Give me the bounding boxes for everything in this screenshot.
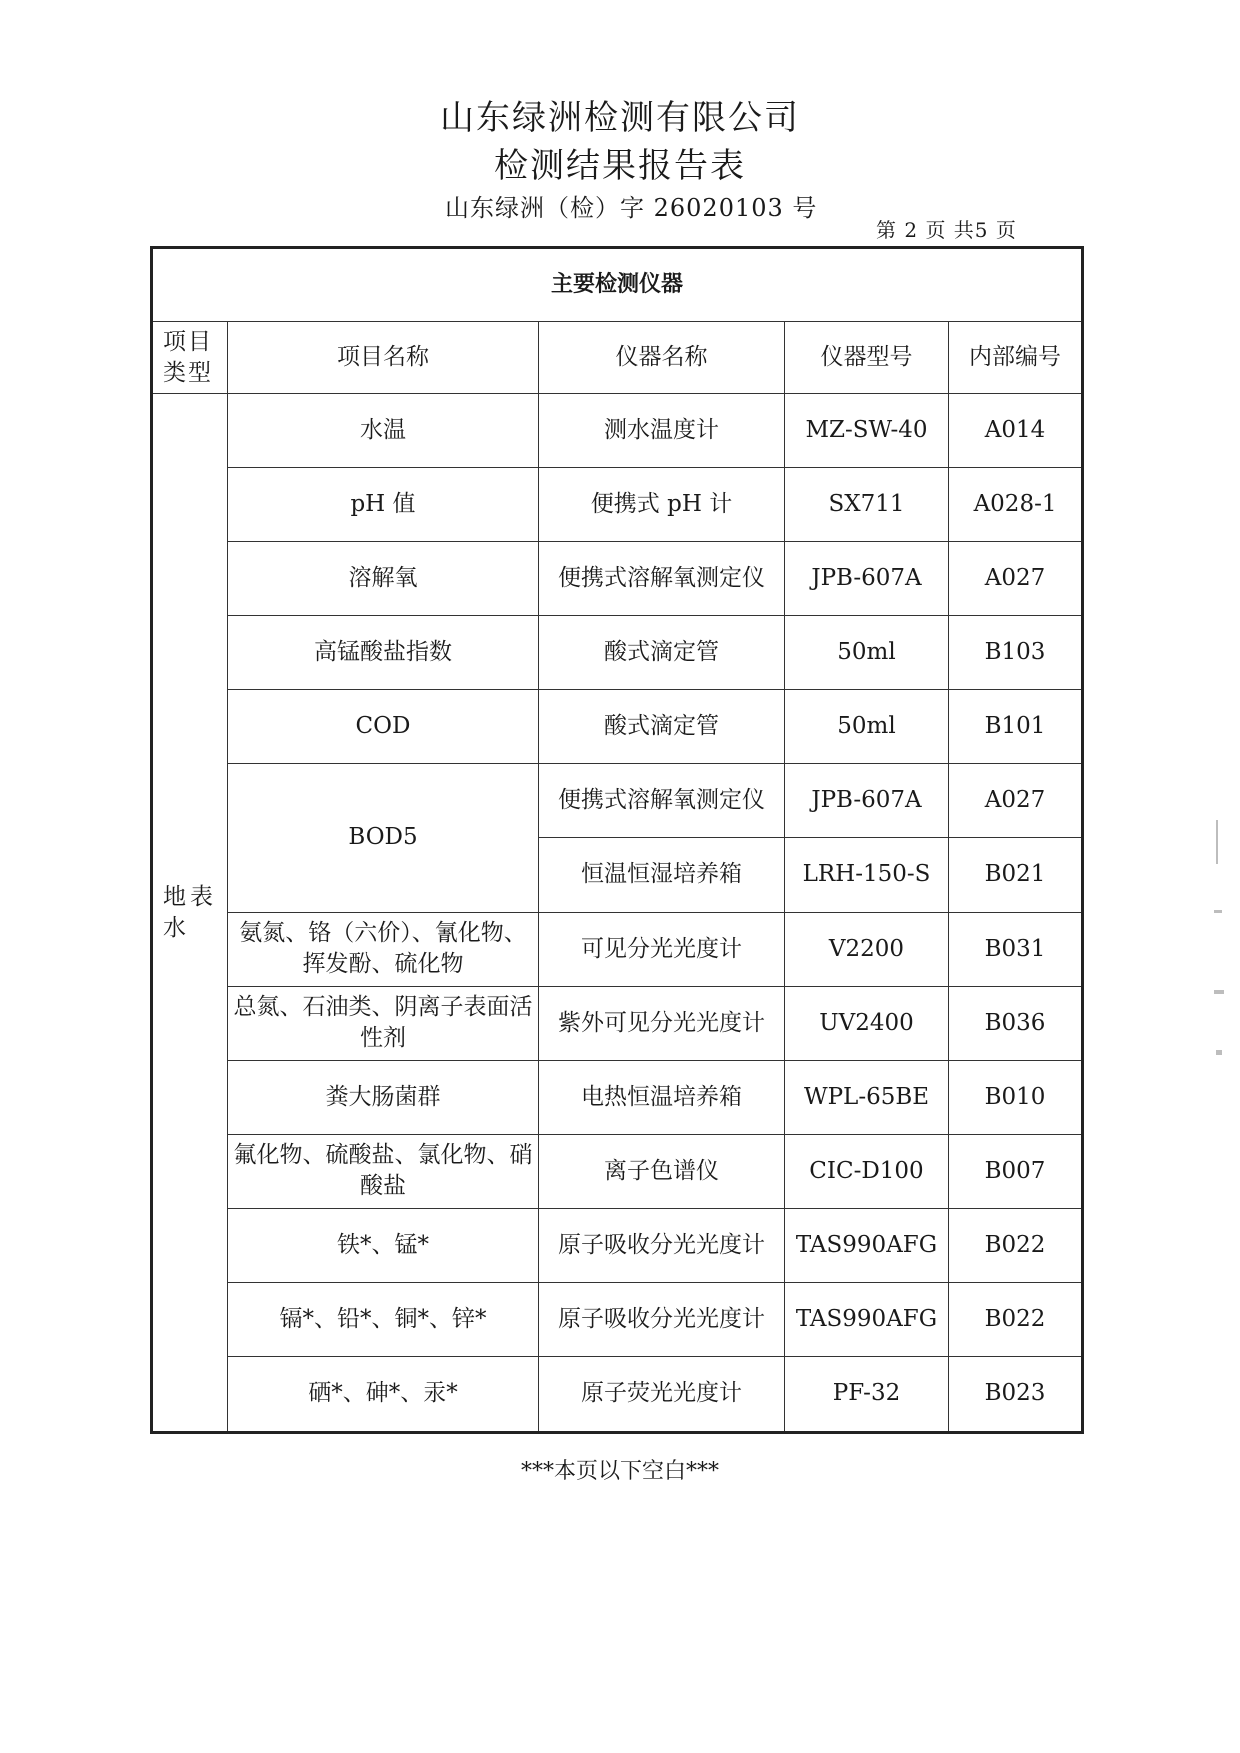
item-name: 镉*、铅*、铜*、锌* [228, 1282, 539, 1356]
internal-code: B010 [949, 1060, 1083, 1134]
table-row [152, 1134, 1083, 1208]
internal-code: A027 [949, 764, 1083, 838]
column-header-type: 项目类型 [152, 322, 228, 394]
internal-code: B031 [949, 912, 1083, 986]
instrument-model: JPB-607A [785, 764, 949, 838]
page-info: 第 2 页 共5 页 [876, 218, 1017, 242]
instrument-name: 便携式 pH 计 [539, 468, 785, 542]
item-name: 硒*、砷*、汞* [228, 1356, 539, 1432]
instrument-table [150, 246, 1084, 1434]
instrument-name: 紫外可见分光光度计 [539, 986, 785, 1060]
instrument-name: 原子吸收分光光度计 [539, 1208, 785, 1282]
item-name: 氨氮、铬（六价）、氰化物、挥发酚、硫化物 [228, 912, 539, 986]
instrument-model: CIC-D100 [785, 1134, 949, 1208]
footer-note: ***本页以下空白*** [520, 1459, 719, 1484]
table-row [152, 1208, 1083, 1282]
internal-code: B036 [949, 986, 1083, 1060]
column-header-instrument: 仪器名称 [539, 322, 785, 394]
instrument-name: 可见分光光度计 [539, 912, 785, 986]
report-title: 检测结果报告表 [494, 146, 746, 186]
instrument-model: PF-32 [785, 1356, 949, 1432]
item-name: COD [228, 690, 539, 764]
instrument-model: UV2400 [785, 986, 949, 1060]
internal-code: B007 [949, 1134, 1083, 1208]
scan-mark [1216, 820, 1218, 864]
instrument-name: 便携式溶解氧测定仪 [539, 764, 785, 838]
table-row [152, 1356, 1083, 1432]
column-header-code: 内部编号 [949, 322, 1083, 394]
column-header-model: 仪器型号 [785, 322, 949, 394]
table-row [152, 1282, 1083, 1356]
table-row [152, 764, 1083, 838]
table-row [152, 616, 1083, 690]
item-name: pH 值 [228, 468, 539, 542]
item-name: 氟化物、硫酸盐、氯化物、硝酸盐 [228, 1134, 539, 1208]
internal-code: A014 [949, 394, 1083, 468]
instrument-model: 50ml [785, 616, 949, 690]
table-row [152, 394, 1083, 468]
instrument-name: 测水温度计 [539, 394, 785, 468]
instrument-name: 离子色谱仪 [539, 1134, 785, 1208]
item-name: BOD5 [228, 764, 539, 912]
internal-code: B021 [949, 838, 1083, 912]
report-number: 山东绿洲（检）字 26020103 号 [445, 194, 818, 222]
instrument-model: 50ml [785, 690, 949, 764]
table-row [152, 690, 1083, 764]
instrument-name: 便携式溶解氧测定仪 [539, 542, 785, 616]
scan-mark [1214, 990, 1224, 994]
item-name: 粪大肠菌群 [228, 1060, 539, 1134]
internal-code: B103 [949, 616, 1083, 690]
item-name: 高锰酸盐指数 [228, 616, 539, 690]
scan-mark [1214, 910, 1222, 913]
table-row [152, 912, 1083, 986]
instrument-name: 恒温恒湿培养箱 [539, 838, 785, 912]
instrument-model: SX711 [785, 468, 949, 542]
internal-code: B101 [949, 690, 1083, 764]
internal-code: A028-1 [949, 468, 1083, 542]
instrument-model: LRH-150-S [785, 838, 949, 912]
item-name: 总氮、石油类、阴离子表面活性剂 [228, 986, 539, 1060]
company-name: 山东绿洲检测有限公司 [440, 98, 800, 138]
instrument-name: 原子吸收分光光度计 [539, 1282, 785, 1356]
item-name: 溶解氧 [228, 542, 539, 616]
instrument-model: TAS990AFG [785, 1282, 949, 1356]
instrument-name: 原子荧光光度计 [539, 1356, 785, 1432]
column-header-item: 项目名称 [228, 322, 539, 394]
section-title: 主要检测仪器 [152, 248, 1083, 322]
instrument-name: 酸式滴定管 [539, 690, 785, 764]
internal-code: B022 [949, 1208, 1083, 1282]
type-cell: 地表水 [152, 394, 228, 1433]
instrument-model: V2200 [785, 912, 949, 986]
table-row [152, 542, 1083, 616]
instrument-name: 电热恒温培养箱 [539, 1060, 785, 1134]
internal-code: B022 [949, 1282, 1083, 1356]
internal-code: B023 [949, 1356, 1083, 1432]
internal-code: A027 [949, 542, 1083, 616]
instrument-model: TAS990AFG [785, 1208, 949, 1282]
table-row [152, 1060, 1083, 1134]
table-row [152, 986, 1083, 1060]
instrument-name: 酸式滴定管 [539, 616, 785, 690]
instrument-model: JPB-607A [785, 542, 949, 616]
scan-mark [1216, 1050, 1222, 1055]
instrument-model: MZ-SW-40 [785, 394, 949, 468]
instrument-model: WPL-65BE [785, 1060, 949, 1134]
item-name: 水温 [228, 394, 539, 468]
item-name: 铁*、锰* [228, 1208, 539, 1282]
table-row [152, 468, 1083, 542]
